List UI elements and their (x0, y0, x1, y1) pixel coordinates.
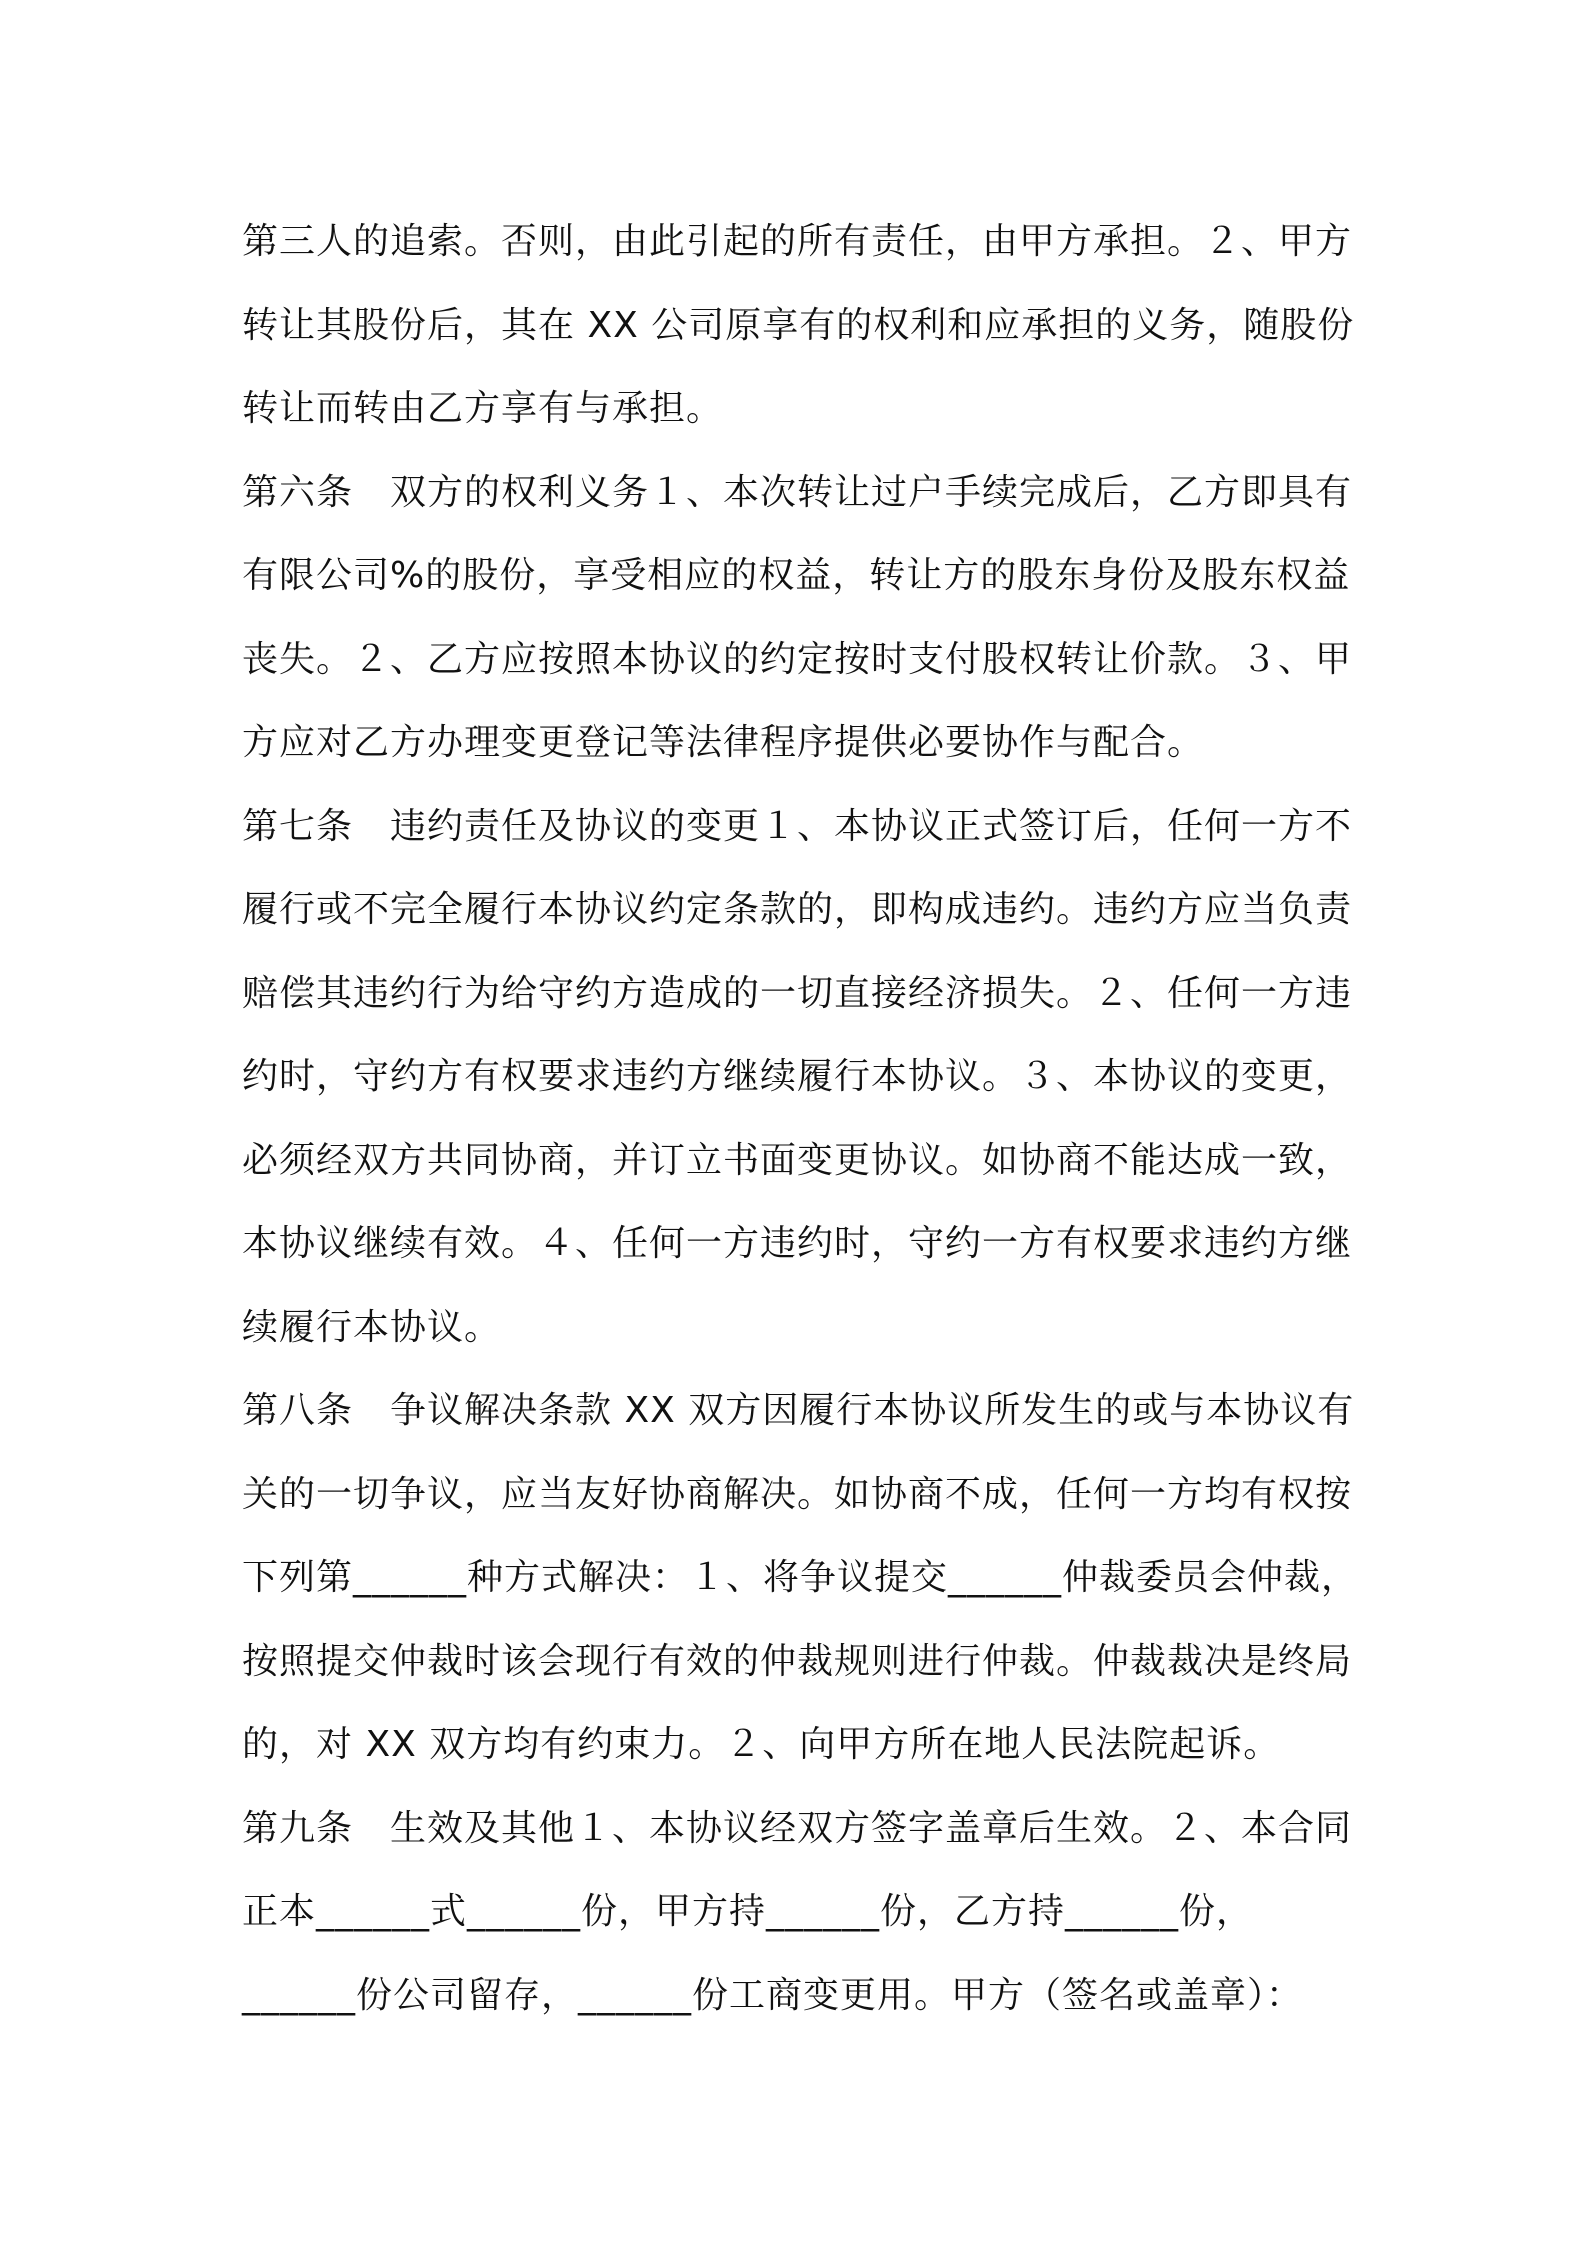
text-line: 履行或不完全履行本协议约定条款的，即构成违约。违约方应当负责 (242, 889, 1353, 930)
text-line: 下列第______种方式解决：１、将争议提交______仲裁委员会仲裁， (242, 1557, 1359, 1598)
text-line: 关的一切争议，应当友好协商解决。如协商不成，任何一方均有权按 (242, 1473, 1353, 1515)
article-7-heading-line: 第七条 违约责任及协议的变更１、本协议正式签订后，任何一方不 (242, 805, 1353, 847)
text-line: ______份公司留存，______份工商变更用。甲方（签名或盖章）： (242, 1974, 1304, 2016)
text-line: 按照提交仲裁时该会现行有效的仲裁规则进行仲裁。仲裁裁决是终局 (242, 1640, 1353, 1682)
article-8-heading-line: 第八条 争议解决条款 XX 双方因履行本协议所发生的或与本协议有 (242, 1390, 1355, 1431)
article-6-heading-line: 第六条 双方的权利义务１、本次转让过户手续完成后，乙方即具有 (242, 471, 1353, 513)
text-line: 丧失。２、乙方应按照本协议的约定按时支付股权转让价款。３、甲 (242, 638, 1353, 680)
text-line: 第三人的追索。否则，由此引起的所有责任，由甲方承担。２、甲方 (242, 221, 1353, 262)
text-line: 续履行本协议。 (242, 1306, 502, 1348)
document-body (242, 200, 1359, 2037)
text-line: 本协议继续有效。４、任何一方违约时，守约一方有权要求违约方继 (242, 1223, 1353, 1264)
article-9-heading-line: 第九条 生效及其他１、本协议经双方签字盖章后生效。２、本合同 (242, 1807, 1353, 1849)
text-line: 必须经双方共同协商，并订立书面变更协议。如协商不能达成一致， (242, 1139, 1353, 1181)
text-line: 方应对乙方办理变更登记等法律程序提供必要协作与配合。 (242, 722, 1205, 763)
text-line: 正本______式______份，甲方持______份，乙方持______份， (242, 1891, 1254, 1932)
text-line: 的，对 XX 双方均有约束力。２、向甲方所在地人民法院起诉。 (242, 1724, 1281, 1765)
text-line: 有限公司%的股份，享受相应的权益，转让方的股东身份及股东权益 (242, 555, 1351, 596)
text-line: 赔偿其违约行为给守约方造成的一切直接经济损失。２、任何一方违 (242, 972, 1353, 1014)
text-line: 约时，守约方有权要求违约方继续履行本协议。３、本协议的变更， (242, 1056, 1353, 1097)
text-line: 转让其股份后，其在 XX 公司原享有的权利和应承担的义务，随股份 (242, 304, 1355, 346)
text-line: 转让而转由乙方享有与承担。 (242, 388, 724, 429)
